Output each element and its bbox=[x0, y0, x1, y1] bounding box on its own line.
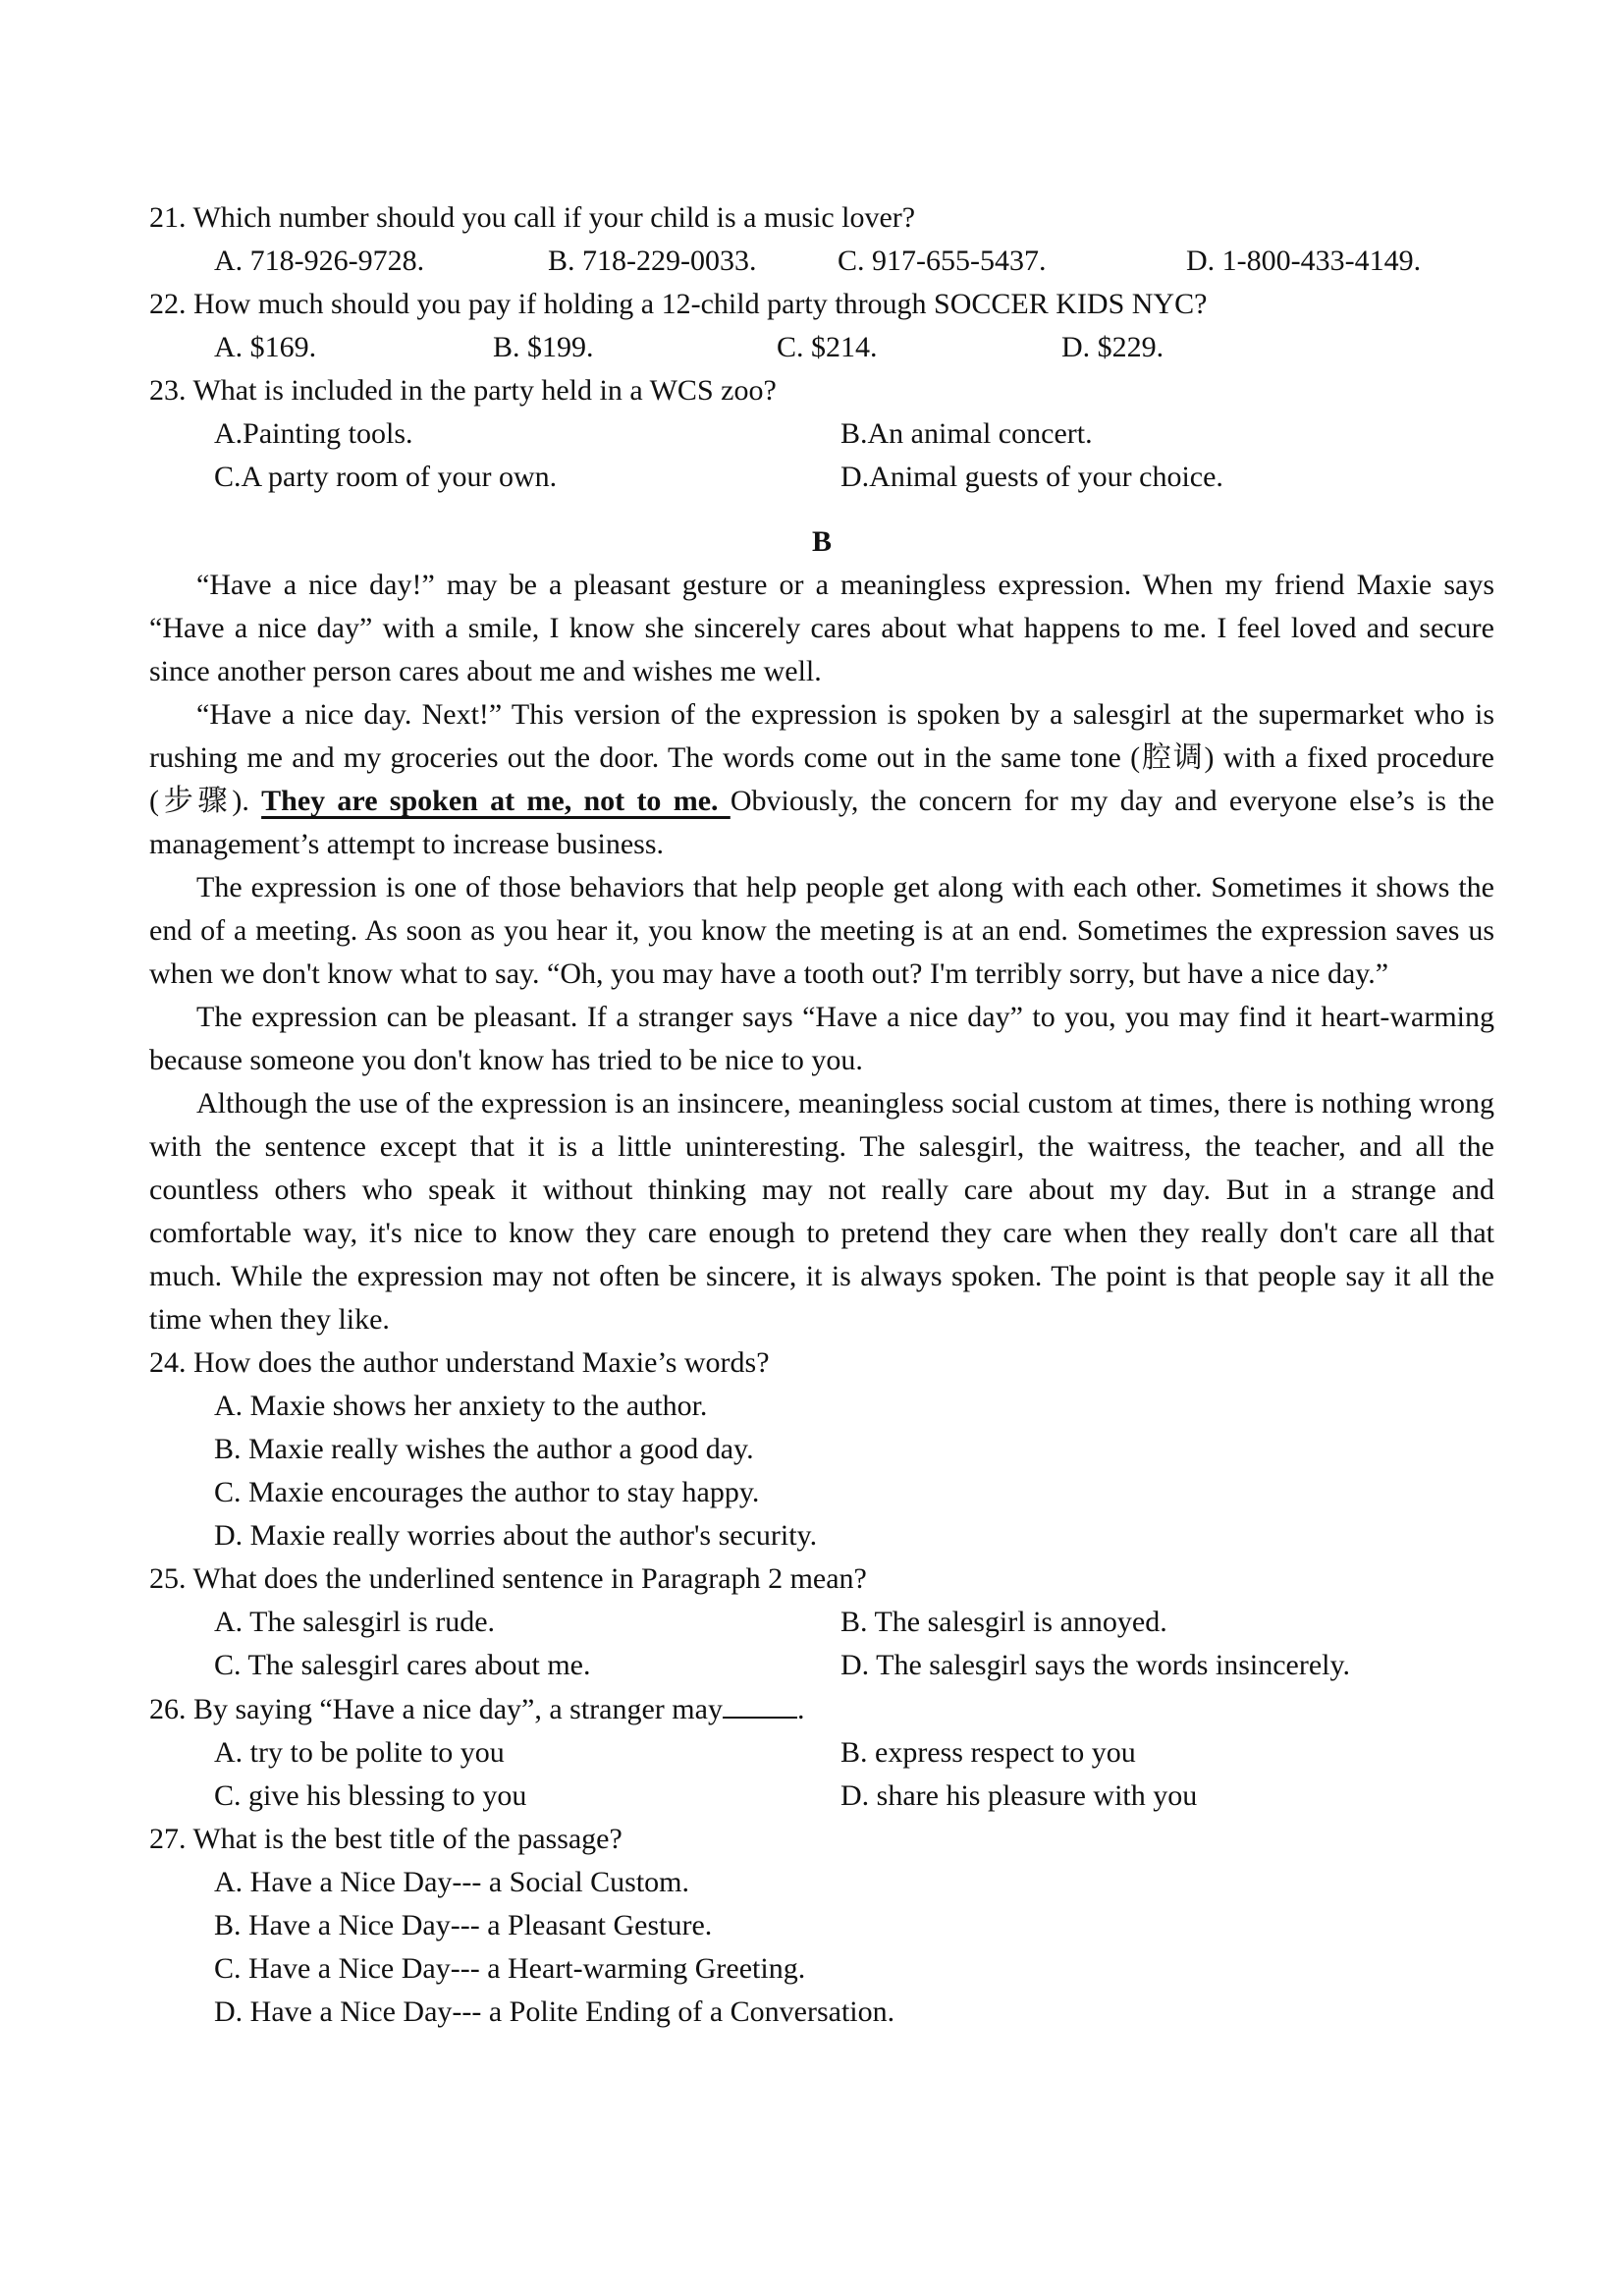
option-b: B. The salesgirl is annoyed. bbox=[840, 1606, 1167, 1638]
question-stem: 27. What is the best title of the passage? bbox=[149, 1823, 623, 1855]
question-25 bbox=[149, 1557, 1494, 1687]
option-c: C. The salesgirl cares about me. bbox=[214, 1649, 591, 1681]
paragraph-3: The expression is one of those behaviors that help people get along with each other. Sometimes it shows the end of a meeting. As soon as you hear it, you know the meeting is at an end. Sometimes the expression saves us when we don't know what to say. “Oh, you may have a tooth out? I'm terribly sorry, but have a nice day.” bbox=[149, 871, 1494, 990]
question-stem: 24. How does the author understand Maxie’s words? bbox=[149, 1346, 770, 1379]
option-c: C. give his blessing to you bbox=[214, 1779, 527, 1812]
section-b-title: B bbox=[811, 525, 832, 558]
option-c: C. Have a Nice Day--- a Heart-warming Greeting. bbox=[214, 1952, 806, 1985]
option-c: C. 917-655-5437. bbox=[838, 245, 1047, 277]
option-a: A. 718-926-9728. bbox=[214, 245, 425, 277]
option-d: D. The salesgirl says the words insincerely. bbox=[840, 1649, 1351, 1681]
option-b: B. 718-229-0033. bbox=[548, 245, 757, 277]
question-21 bbox=[149, 196, 1494, 283]
question-stem-text: 26. By saying “Have a nice day”, a stranger may bbox=[149, 1693, 723, 1725]
option-a: A. The salesgirl is rude. bbox=[214, 1606, 496, 1638]
option-d: D. share his pleasure with you bbox=[840, 1779, 1198, 1812]
option-b: B. express respect to you bbox=[840, 1736, 1136, 1769]
question-stem: 23. What is included in the party held in a WCS zoo? bbox=[149, 374, 777, 407]
question-23 bbox=[149, 369, 1494, 499]
option-d: D. Maxie really worries about the author's security. bbox=[214, 1519, 818, 1552]
question-options bbox=[149, 1731, 1494, 1818]
option-a: A. Have a Nice Day--- a Social Custom. bbox=[214, 1866, 690, 1898]
paragraph-5: Although the use of the expression is an insincere, meaningless social custom at times, there is nothing wrong with the sentence except that it is a little uninteresting. The salesgirl, the waitress, the teacher, and all the countless others who speak it without thinking may not really care about my day. But in a strange and comfortable way, it's nice to know they care enough to pretend they care when they really don't care all that much. While the expression may not often be sincere, it is always spoken. The point is that people say it all the time when they like. bbox=[149, 1087, 1494, 1336]
question-22 bbox=[149, 283, 1494, 369]
paragraph-4: The expression can be pleasant. If a stranger says “Have a nice day” to you, you may find it heart-warming because someone you don't know has tried to be nice to you. bbox=[149, 1001, 1494, 1076]
question-options bbox=[149, 326, 1494, 369]
underlined-sentence: They are spoken at me, not to me. bbox=[261, 785, 731, 817]
option-b: B. Have a Nice Day--- a Pleasant Gesture. bbox=[214, 1909, 713, 1941]
question-stem: 21. Which number should you call if your child is a music lover? bbox=[149, 201, 916, 234]
passage bbox=[149, 564, 1494, 1341]
page-content bbox=[149, 196, 1494, 2034]
question-stem: 25. What does the underlined sentence in Paragraph 2 mean? bbox=[149, 1562, 867, 1595]
question-24 bbox=[149, 1341, 1494, 1557]
option-c: C. $214. bbox=[777, 331, 878, 363]
option-c: C.A party room of your own. bbox=[214, 461, 558, 493]
question-26 bbox=[149, 1687, 1494, 1818]
question-options bbox=[149, 240, 1494, 283]
option-c: C. Maxie encourages the author to stay happy. bbox=[214, 1476, 760, 1508]
question-options bbox=[149, 1601, 1494, 1687]
question-stem bbox=[149, 1687, 1494, 1731]
paragraph-2 bbox=[149, 693, 1494, 866]
option-a: A. $169. bbox=[214, 331, 317, 363]
option-a: A. try to be polite to you bbox=[214, 1736, 505, 1769]
question-stem: 22. How much should you pay if holding a 12-child party through SOCCER KIDS NYC? bbox=[149, 288, 1208, 320]
paragraph-1: “Have a nice day!” may be a pleasant gesture or a meaningless expression. When my friend Maxie says “Have a nice day” with a smile, I know she sincerely cares about what happens to me. I feel loved and secure since another person cares about me and wishes me well. bbox=[149, 569, 1494, 687]
option-d: D. 1-800-433-4149. bbox=[1186, 245, 1422, 277]
option-a: A.Painting tools. bbox=[214, 417, 413, 450]
option-b: B. $199. bbox=[493, 331, 594, 363]
question-stem-period: . bbox=[796, 1693, 805, 1725]
option-d: D.Animal guests of your choice. bbox=[840, 461, 1223, 493]
answer-blank bbox=[723, 1687, 797, 1719]
question-options bbox=[149, 412, 1494, 499]
question-27 bbox=[149, 1818, 1494, 2034]
paragraph-2-text-after: Obviously, the concern for my day and everyone else’s is the management’s attempt to increase business. bbox=[149, 785, 1494, 860]
option-b: B.An animal concert. bbox=[840, 417, 1093, 450]
option-a: A. Maxie shows her anxiety to the author. bbox=[214, 1390, 708, 1422]
option-d: D. Have a Nice Day--- a Polite Ending of a Conversation. bbox=[214, 1995, 895, 2028]
option-d: D. $229. bbox=[1061, 331, 1164, 363]
option-b: B. Maxie really wishes the author a good day. bbox=[214, 1433, 754, 1465]
paragraph-2-text-before: “Have a nice day. Next!” This version of the expression is spoken by a salesgirl at the supermarket who is rushing me and my groceries out the door. The words come out in the same tone (腔调) with a fixed procedure (步骤). bbox=[149, 698, 1494, 817]
